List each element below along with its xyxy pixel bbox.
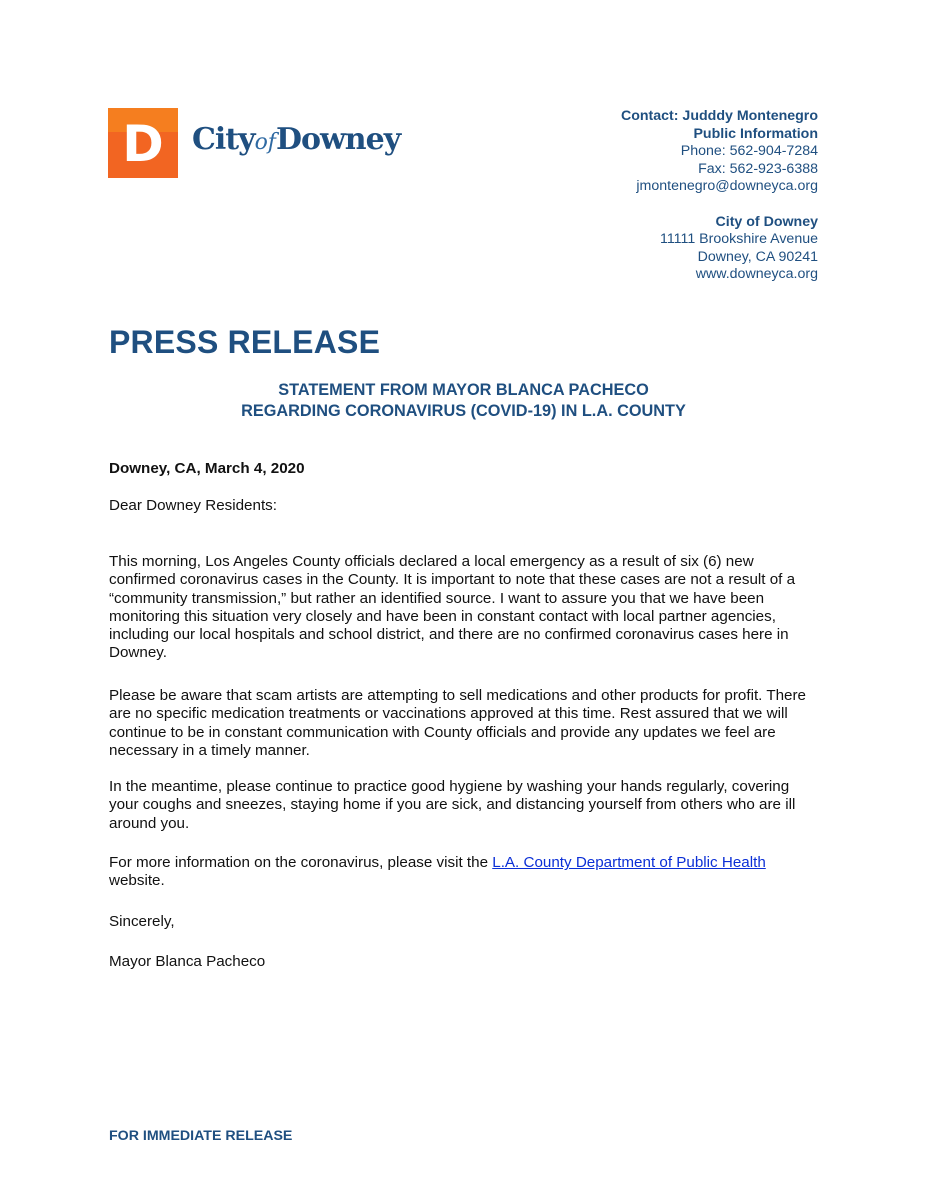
logo-word-downey: Downey (275, 122, 401, 157)
more-info-text-before: For more information on the coronavirus, please visit the (109, 854, 493, 872)
logo-wordmark (192, 120, 400, 163)
contact-city-state-zip: Downey, CA 90241 (697, 248, 818, 265)
contact-role: Public Information (693, 125, 818, 142)
public-health-link[interactable]: L.A. County Department of Public Health (492, 854, 766, 872)
more-info-text-after: website. (109, 872, 165, 890)
contact-name: Contact: Judddy Montenegro (620, 108, 818, 124)
city-logo (108, 108, 408, 180)
signature: Mayor Blanca Pacheco (109, 953, 266, 970)
contact-block (621, 108, 818, 284)
contact-website: www.downeyca.org (695, 266, 818, 283)
logo-word-city: City (192, 122, 255, 157)
contact-phone: Phone: 562-904-7284 (680, 143, 818, 160)
closing: Sincerely, (109, 913, 175, 930)
subhead-line-2: REGARDING CORONAVIRUS (COVID-19) IN L.A. COUNTY (241, 402, 686, 420)
statement-subhead (109, 380, 818, 422)
paragraph-more-info (109, 854, 821, 890)
logo-word-of: of (254, 130, 276, 155)
contact-fax: Fax: 562-923-6388 (698, 160, 818, 177)
subhead-line-1: STATEMENT FROM MAYOR BLANCA PACHECO (278, 381, 649, 399)
paragraph-emergency: This morning, Los Angeles County officials declared a local emergency as a result of six (6) new confirmed coronavirus cases in the County. It is important to note that these cases are not a result of a “community transmission,” but rather an identified source. I want to assure you that we have been monitoring this situation very closely and have been in constant contact with local partner agencies, including our local hospitals and school district, and there are no confirmed coronavirus cases here in Downey. (109, 553, 796, 662)
logo-mark-letter: D (122, 115, 164, 173)
contact-org: City of Downey (715, 213, 818, 230)
salutation: Dear Downey Residents: (109, 497, 277, 514)
contact-spacer (621, 196, 818, 214)
release-footer: FOR IMMEDIATE RELEASE (109, 1128, 293, 1144)
contact-email: jmontenegro@downeyca.org (636, 178, 818, 195)
downey-d-logo-icon (108, 108, 178, 178)
contact-street: 11111 Brookshire Avenue (659, 231, 818, 248)
dateline: Downey, CA, March 4, 2020 (109, 460, 305, 477)
paragraph-hygiene: In the meantime, please continue to practice good hygiene by washing your hands regularly, covering your coughs and sneezes, staying home if you are sick, and distancing yourself from others who are ill around you. (109, 778, 796, 832)
paragraph-scam-warning: Please be aware that scam artists are attempting to sell medications and other products for profit. There are no specific medication treatments or vaccinations approved at this time. Rest assured that we will continue to be in constant communication with County officials and provide any updates we feel are necessary in a timely manner. (109, 687, 807, 759)
press-release-title: PRESS RELEASE (109, 324, 381, 360)
